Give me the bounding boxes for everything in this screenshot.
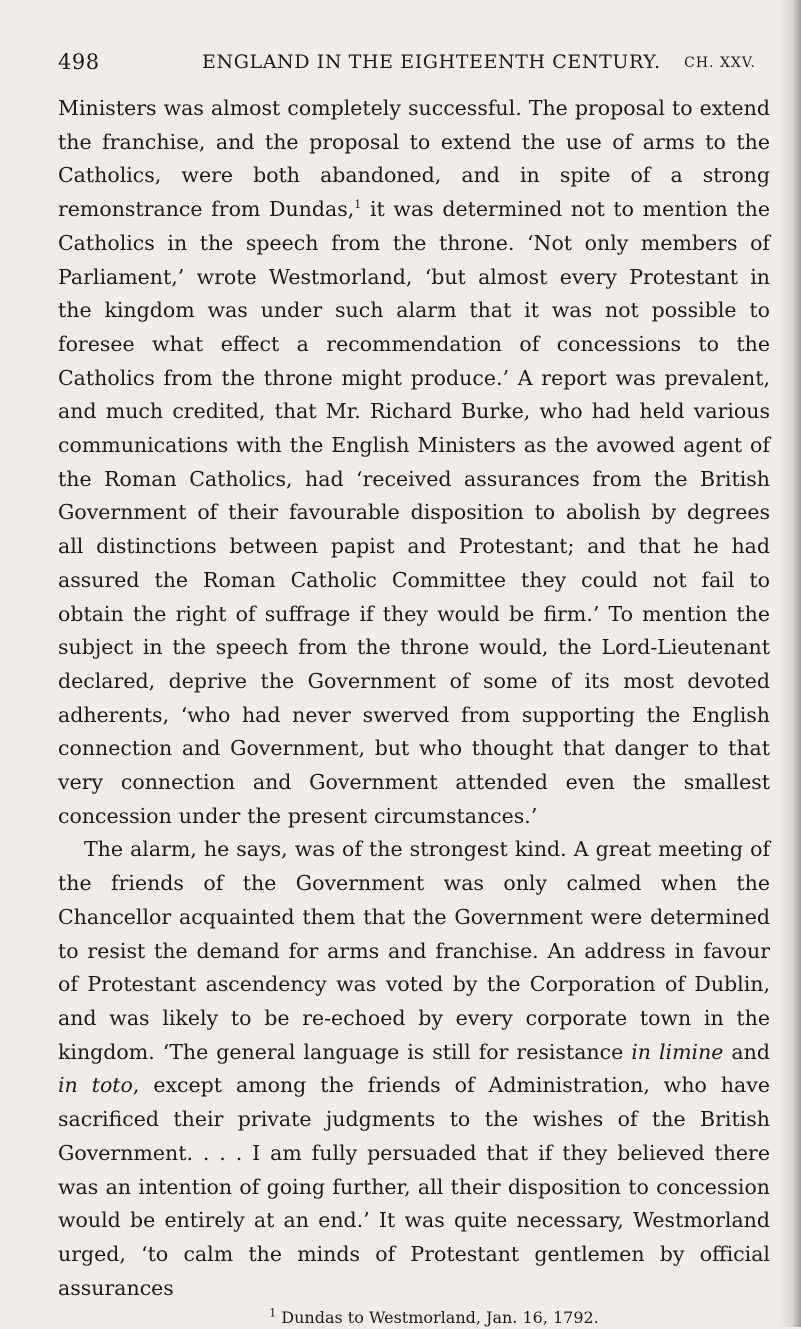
italic-phrase: in toto (58, 1073, 133, 1098)
chapter-label: CH. XXV. (684, 55, 756, 71)
paragraph-text: Ministers was almost completely successful. The proposal to extend the franchise, and the proposal to extend the use of arms to the Catholics, were both abandoned, and in spite of a strong remonstrance from Dundas, (58, 96, 770, 222)
paragraph-text: and (723, 1039, 770, 1064)
paragraph-text: , except among the friends of Administration, who have sacrificed their private judgments to the wishes of the British Government. . . . I am fully persuaded that if they believed there was an intention of going further, all their disposition to concession would be entirely at an end.’ It was quite necessary, Westmorland urged, ‘to calm the minds of Protestant gentlemen by official assurances (58, 1073, 770, 1300)
running-head: ENGLAND IN THE EIGHTEENTH CENTURY. (202, 51, 661, 73)
paragraph-text: The alarm, he says, was of the strongest kind. A great meeting of the friends of the Government was only calmed when the Chancellor acquainted them that the Government were determined to resist the demand for arms and franchise. An address in favour of Protestant ascendency was voted by the Corporation of Dublin, and was likely to be re-echoed by every corporate town in the kingdom. ‘The general language is still for resistance (58, 837, 770, 1064)
paragraph-text: it was determined not to mention the Catholics in the speech from the throne. ‘Not only members of Parliament,’ wrote Westmorland, ‘but almost every Protestant in the kingdom was under such alarm that it was not possible to foresee what effect a recommendation of concessions to the Catholics from the throne might produce.’ A report was prevalent, and much credited, that Mr. Richard Burke, who had held various communications with the English Ministers as the avowed agent of the Roman Catholics, had ‘received assurances from the British Government of their favourable disposition to abolish by degrees all distinctions between papist and Protestant; and that he had assured the Roman Catholic Committee they could not fail to obtain the right of suffrage if they would be firm.’ To mention the subject in the speech from the throne would, the Lord-Lieutenant declared, deprive the Government of some of its most devoted adherents, ‘who had never swerved from supporting the English connection and Government, but who thought that danger to that very connection and Government attended even the smallest concession under the present circumstances.’ (58, 197, 771, 828)
body-text (58, 92, 770, 1305)
footnote-text: Dundas to Westmorland, Jan. 16, 1792. (276, 1308, 599, 1328)
footnote-reference[interactable]: 1 (354, 198, 362, 212)
paragraph-2 (58, 833, 770, 1305)
footnote (58, 1307, 770, 1329)
page-number: 498 (58, 50, 100, 74)
book-page (58, 50, 770, 1329)
page-edge-shadow (779, 0, 801, 1327)
page-header (58, 50, 770, 84)
footnote-marker: 1 (269, 1306, 277, 1320)
paragraph-1 (58, 92, 770, 833)
italic-phrase: in limine (631, 1039, 724, 1064)
